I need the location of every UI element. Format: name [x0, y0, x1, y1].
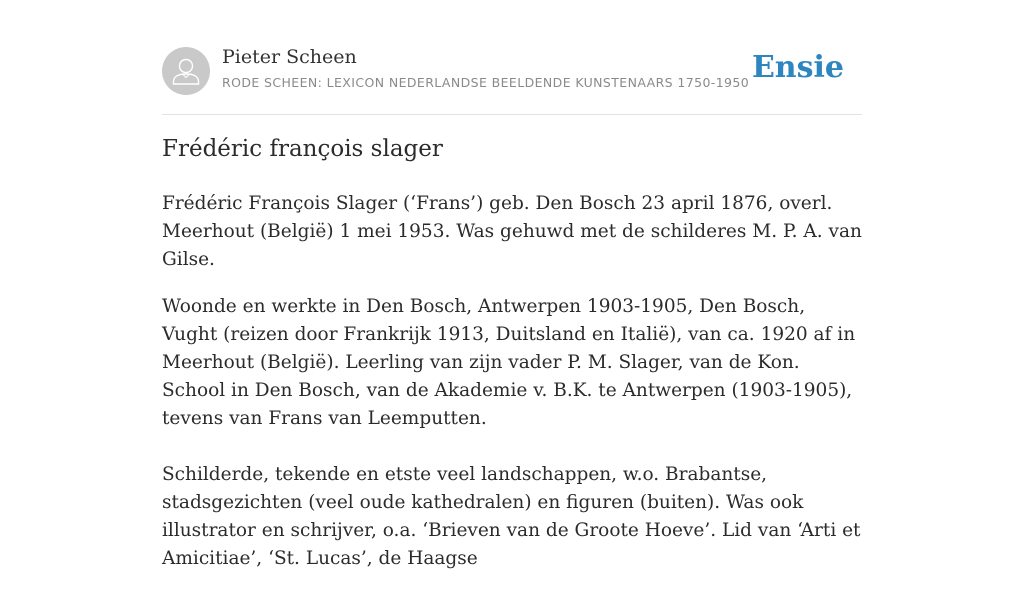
author-name[interactable]: Pieter Scheen	[222, 46, 357, 68]
paragraph: Schilderde, tekende en etste veel landschappen, w.o. Brabantse, stadsgezichten (veel oude kathedralen) en figuren (buiten). Was ook illustrator en schrijver, o.a. ‘Brieven van de Groote Hoeve’. Lid van ‘Arti et Amicitiae’, ‘St. Lucas’, de Haagse	[162, 464, 861, 569]
source-label[interactable]: RODE SCHEEN: LEXICON NEDERLANDSE BEELDENDE KUNSTENAARS 1750-1950	[222, 75, 750, 90]
user-outline-icon	[162, 47, 210, 95]
ensie-logo[interactable]: Ensie	[751, 50, 844, 85]
paragraph: Frédéric François Slager (‘Frans’) geb. Den Bosch 23 april 1876, overl. Meerhout (België) 1 mei 1953. Was gehuwd met de schilderes M. P. A. van Gilse.	[162, 193, 862, 270]
article-body	[162, 190, 862, 592]
paragraph: Woonde en werkte in Den Bosch, Antwerpen 1903-1905, Den Bosch, Vught (reizen door Frankrijk 1913, Duitsland en Italië), van ca. 1920 af in Meerhout (België). Leerling van zijn vader P. M. Slager, van de Kon. School in Den Bosch, van de Akademie v. B.K. te Antwerpen (1903-1905), tevens van Frans van Leemputten.	[162, 296, 856, 429]
page-title: Frédéric françois slager	[162, 136, 443, 162]
article-header	[162, 46, 862, 115]
avatar[interactable]	[162, 47, 210, 95]
